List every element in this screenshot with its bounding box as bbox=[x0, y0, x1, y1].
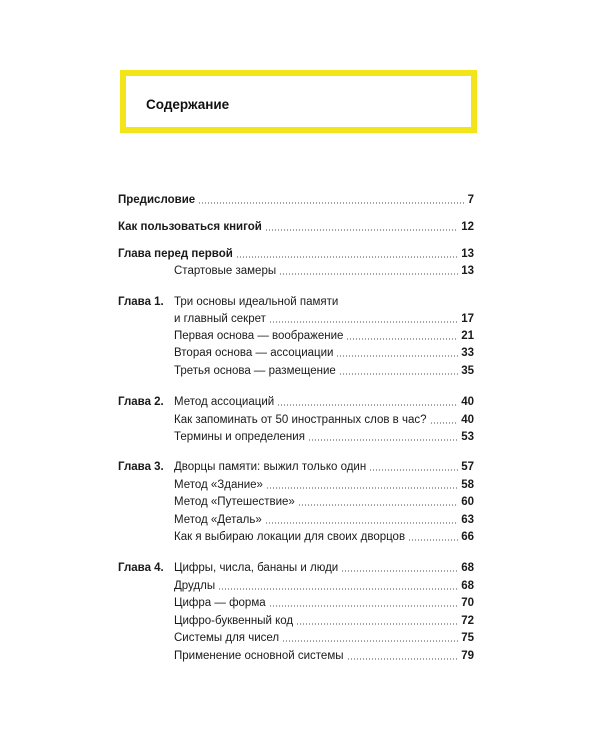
toc-entry-title: Системы для чисел bbox=[174, 632, 280, 644]
toc-entry-title: Вторая основа — ассоциации bbox=[174, 347, 334, 359]
dot-leader bbox=[347, 658, 459, 660]
toc-entry-title: Как запоминать от 50 иностранных слов в час? bbox=[174, 414, 427, 426]
dot-leader bbox=[277, 404, 458, 406]
toc-subentry[interactable] bbox=[118, 529, 474, 545]
toc-subentry[interactable] bbox=[118, 412, 474, 428]
chapter-label: Глава 2. bbox=[118, 396, 164, 408]
toc-page-number: 33 bbox=[461, 347, 474, 359]
dot-leader bbox=[339, 373, 458, 375]
dot-leader bbox=[266, 487, 458, 489]
dot-leader bbox=[341, 570, 458, 572]
dot-leader bbox=[282, 640, 458, 642]
toc-page-number: 53 bbox=[461, 431, 474, 443]
toc-entry-title: Термины и определения bbox=[174, 431, 305, 443]
toc-subentry[interactable] bbox=[118, 363, 474, 379]
dot-leader bbox=[236, 256, 458, 258]
toc-page-number: 35 bbox=[461, 365, 474, 377]
page-title: Содержание bbox=[146, 97, 230, 112]
dot-leader bbox=[265, 229, 458, 231]
dot-leader bbox=[369, 469, 458, 471]
toc-page-number: 21 bbox=[461, 330, 474, 342]
dot-leader bbox=[308, 439, 458, 441]
chapter-label: Глава 3. bbox=[118, 461, 164, 473]
toc-page-number: 58 bbox=[461, 479, 474, 491]
dot-leader bbox=[265, 522, 458, 524]
toc-subentry[interactable] bbox=[118, 512, 474, 528]
toc-page-number: 68 bbox=[461, 562, 474, 574]
toc-entry-title: Глава перед первой bbox=[118, 248, 233, 260]
toc-entry-how-to-use[interactable] bbox=[118, 219, 474, 235]
dot-leader bbox=[198, 202, 464, 204]
toc-chapter-2[interactable] bbox=[118, 394, 474, 410]
toc-subentry[interactable] bbox=[118, 328, 474, 344]
toc-subentry[interactable] bbox=[118, 595, 474, 611]
dot-leader bbox=[298, 504, 458, 506]
toc-page-number: 72 bbox=[461, 615, 474, 627]
dot-leader bbox=[430, 422, 459, 424]
toc-page-number: 60 bbox=[461, 496, 474, 508]
toc-page-number: 17 bbox=[461, 313, 474, 325]
toc-entry-title: Предисловие bbox=[118, 194, 196, 206]
dot-leader bbox=[296, 623, 458, 625]
toc-page-number: 7 bbox=[467, 194, 474, 206]
toc-chapter-4[interactable] bbox=[118, 560, 474, 576]
dot-leader bbox=[279, 273, 458, 275]
toc-entry-title: Друдлы bbox=[174, 580, 216, 592]
toc-page-number: 63 bbox=[461, 514, 474, 526]
toc-page-number: 70 bbox=[461, 597, 474, 609]
toc-entry-title: Первая основа — воображение bbox=[174, 330, 344, 342]
toc-subentry[interactable] bbox=[118, 345, 474, 361]
chapter-label: Глава 4. bbox=[118, 562, 164, 574]
toc-entry-title: Цифры, числа, бананы и люди bbox=[174, 562, 339, 574]
toc-entry-title: Применение основной системы bbox=[174, 650, 344, 662]
toc-entry-title: Метод «Здание» bbox=[174, 479, 263, 491]
toc-subentry[interactable] bbox=[118, 429, 474, 445]
toc-page-number: 75 bbox=[461, 632, 474, 644]
toc-entry-chapter-zero[interactable] bbox=[118, 246, 474, 262]
toc-page-number: 13 bbox=[461, 248, 474, 260]
toc-subentry[interactable] bbox=[118, 263, 474, 279]
dot-leader bbox=[408, 539, 458, 541]
toc-entry-preface[interactable] bbox=[118, 192, 474, 208]
toc-page-number: 40 bbox=[461, 396, 474, 408]
dot-leader bbox=[218, 588, 458, 590]
toc-page-number: 66 bbox=[461, 531, 474, 543]
toc-chapter-1[interactable] bbox=[118, 294, 474, 310]
dot-leader bbox=[346, 338, 458, 340]
toc-entry-title: Стартовые замеры bbox=[174, 265, 277, 277]
toc-entry-title: Метод «Путешествие» bbox=[174, 496, 295, 508]
contents-title-box bbox=[120, 70, 477, 133]
toc-page-number: 57 bbox=[461, 461, 474, 473]
toc-entry-title: Как я выбираю локации для своих дворцов bbox=[174, 531, 406, 543]
toc-subentry[interactable] bbox=[118, 648, 474, 664]
toc-subentry[interactable] bbox=[118, 477, 474, 493]
toc-entry-title: и главный секрет bbox=[174, 313, 266, 325]
toc-entry-title: Цифра — форма bbox=[174, 597, 266, 609]
toc-chapter-1-cont[interactable] bbox=[118, 311, 474, 327]
dot-leader bbox=[336, 355, 458, 357]
toc-entry-title: Дворцы памяти: выжил только один bbox=[174, 461, 367, 473]
toc-chapter-3[interactable] bbox=[118, 459, 474, 475]
toc-page-number: 40 bbox=[461, 414, 474, 426]
toc-page-number: 13 bbox=[461, 265, 474, 277]
chapter-label: Глава 1. bbox=[118, 296, 164, 308]
toc-entry-title: Цифро-буквенный код bbox=[174, 615, 294, 627]
toc-page-number: 12 bbox=[461, 221, 474, 233]
toc-subentry[interactable] bbox=[118, 630, 474, 646]
toc-subentry[interactable] bbox=[118, 578, 474, 594]
toc-page-number: 68 bbox=[461, 580, 474, 592]
toc-subentry[interactable] bbox=[118, 613, 474, 629]
toc-entry-title: Три основы идеальной памяти bbox=[174, 296, 339, 308]
toc-entry-title: Третья основа — размещение bbox=[174, 365, 336, 377]
toc-page-number: 79 bbox=[461, 650, 474, 662]
dot-leader bbox=[269, 321, 458, 323]
toc-entry-title: Как пользоваться книгой bbox=[118, 221, 262, 233]
toc-entry-title: Метод ассоциаций bbox=[174, 396, 275, 408]
toc-entry-title: Метод «Деталь» bbox=[174, 514, 262, 526]
toc-subentry[interactable] bbox=[118, 494, 474, 510]
dot-leader bbox=[269, 605, 459, 607]
